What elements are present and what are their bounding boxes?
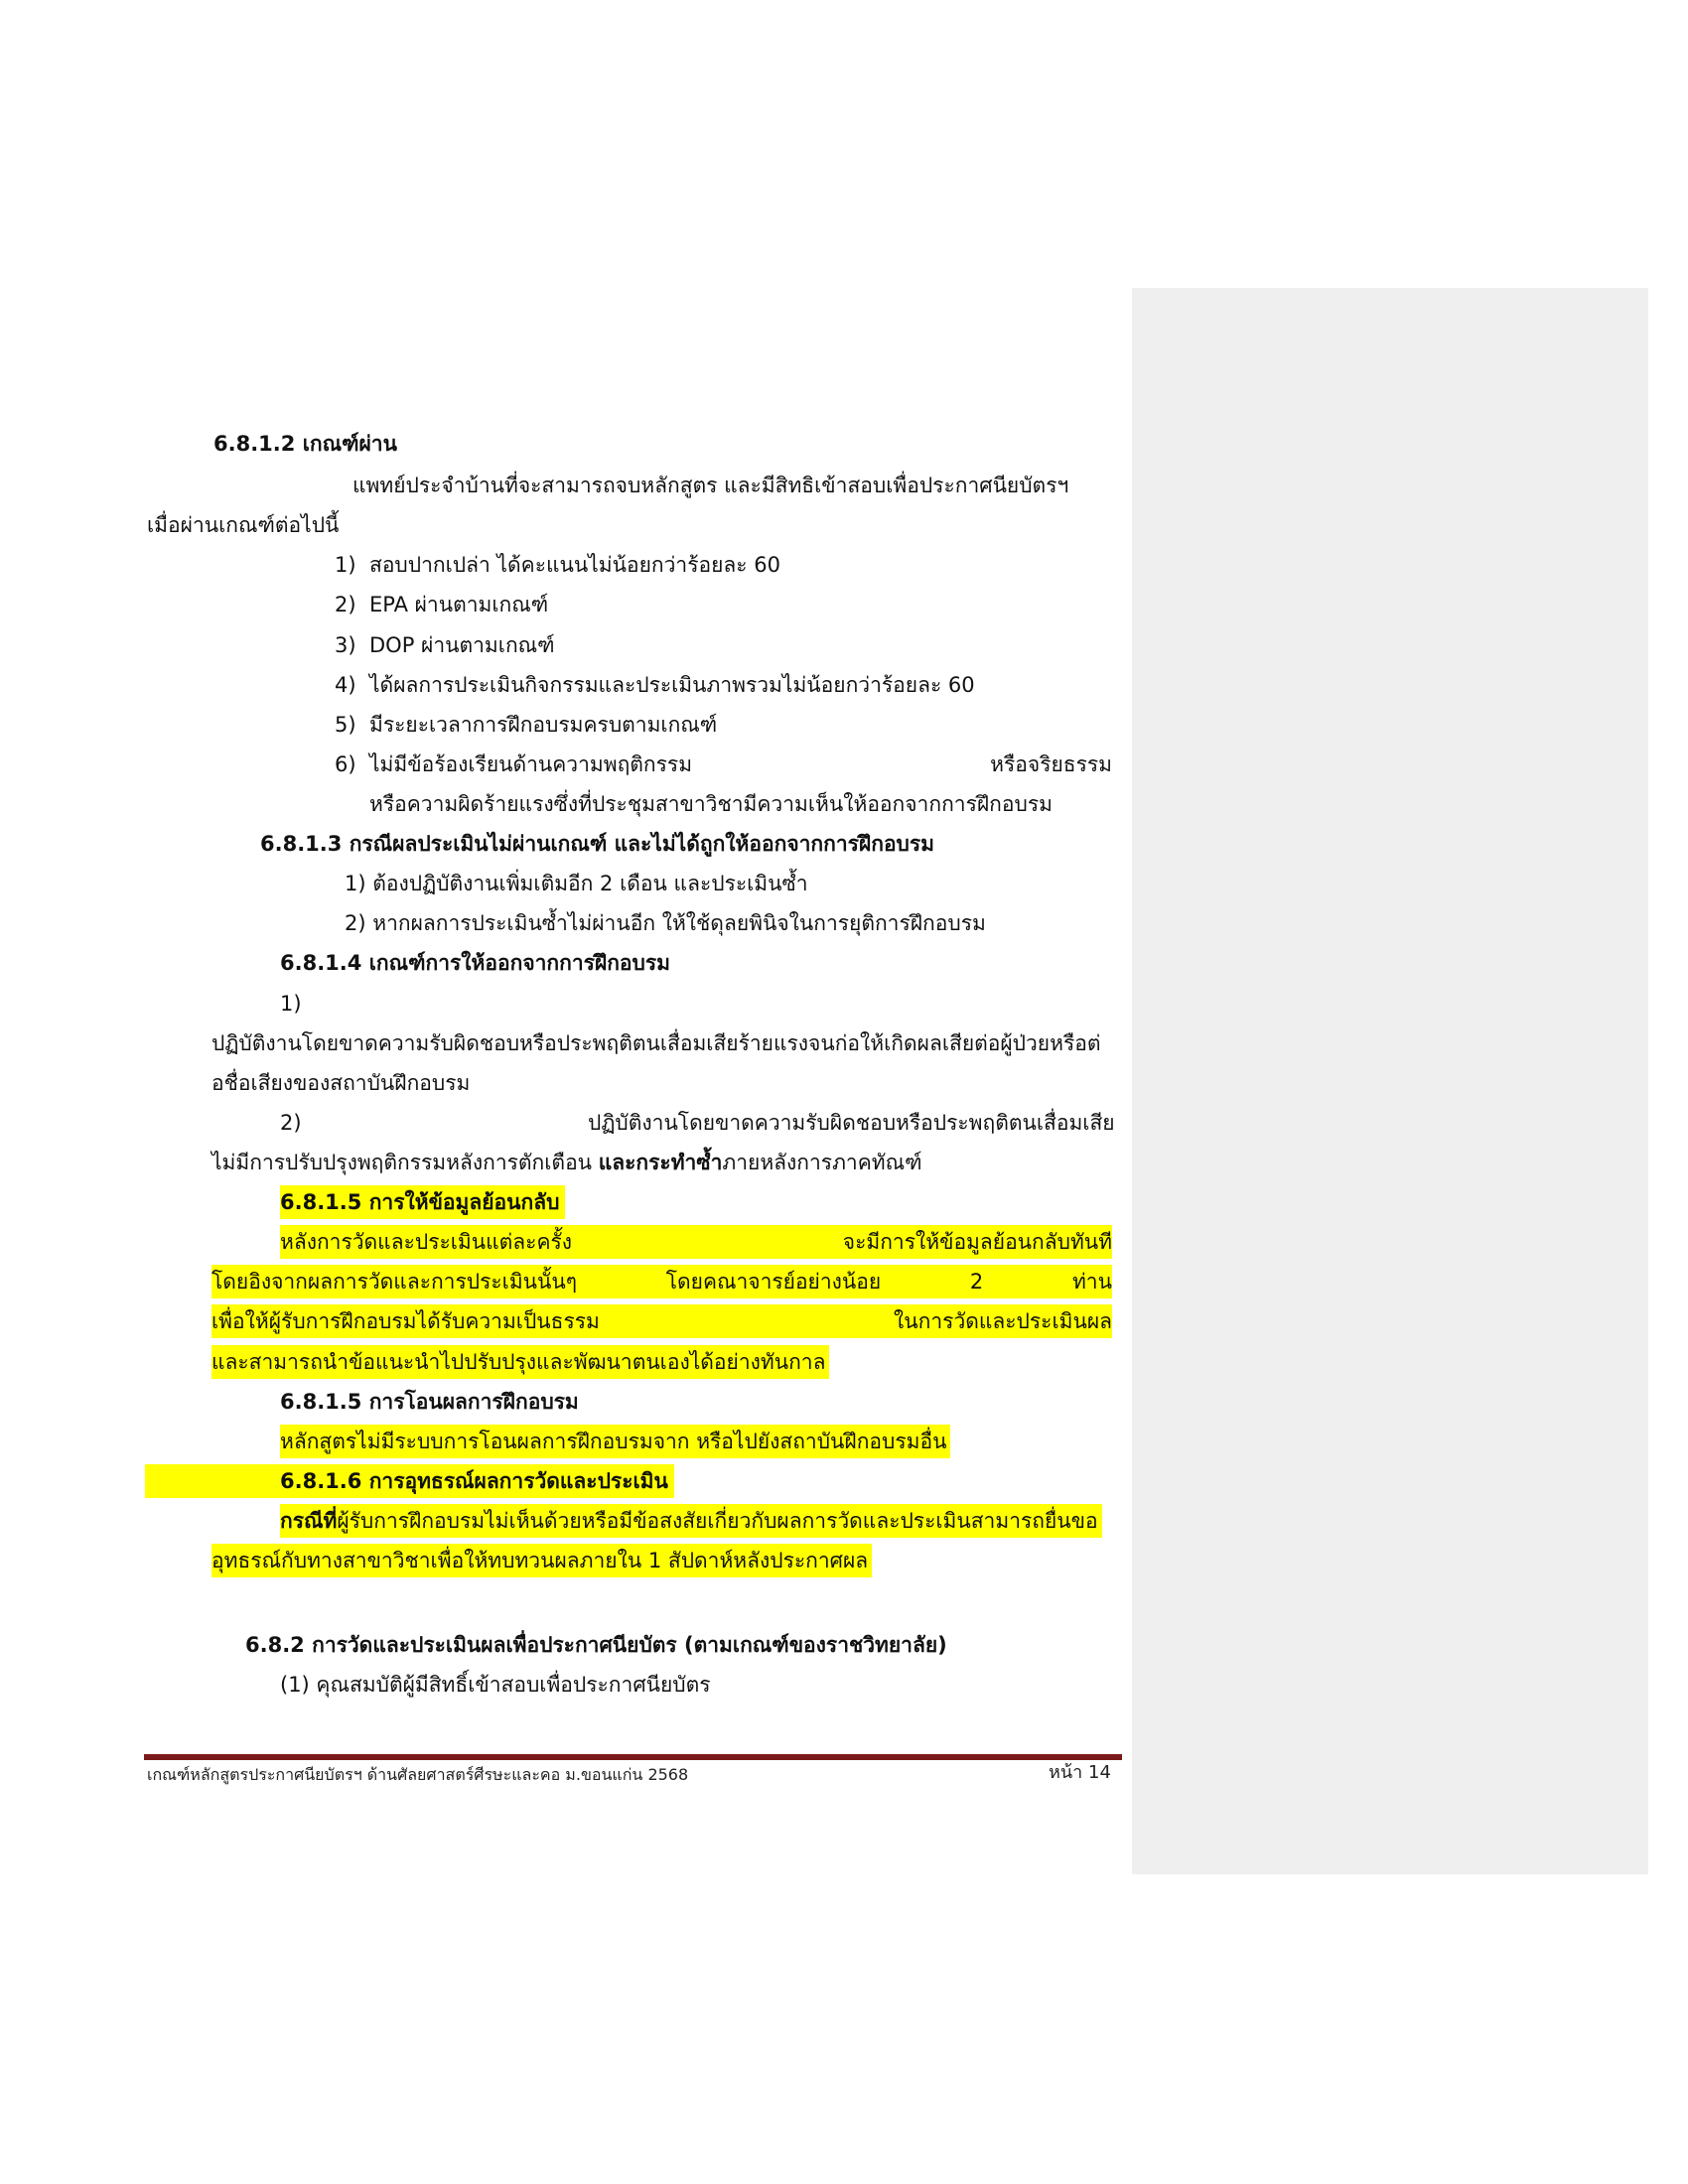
highlighted-line: [280, 1504, 1102, 1538]
list-item-number: 4): [335, 673, 356, 697]
text-run-bold: กรณีที่: [280, 1509, 338, 1533]
list-item: ได้ผลการประเมินกิจกรรมและประเมินภาพรวมไม่น้อยกว่าร้อยละ 60: [369, 673, 975, 697]
heading-6812: 6.8.1.2 เกณฑ์ผ่าน: [213, 432, 397, 456]
highlighted-line: อุทธรณ์กับทางสาขาวิชาเพื่อให้ทบทวนผลภายใน 1 สัปดาห์หลังประกาศผล: [211, 1544, 872, 1577]
footer-text: เกณฑ์หลักสูตรประกาศนียบัตรฯ ด้านศัลยศาสตร์ศีรษะและคอ ม.ขอนแก่น 2568: [147, 1765, 689, 1784]
heading-6815-transfer: 6.8.1.5 การโอนผลการฝึกอบรม: [280, 1390, 579, 1414]
text-run: ท่าน: [1071, 1270, 1112, 1294]
list-item-number: 1): [335, 553, 356, 577]
text-run: ผู้รับการฝึกอบรมไม่เห็นด้วยหรือมีข้อสงสัยเกี่ยวกับผลการวัดและประเมินสามารถยื่นขอ: [337, 1509, 1098, 1533]
highlighted-line: [211, 1304, 1112, 1338]
list-item: สอบปากเปล่า ได้คะแนนไม่น้อยกว่าร้อยละ 60: [369, 553, 780, 577]
heading-682: 6.8.2 การวัดและประเมินผลเพื่อประกาศนียบัตร (ตามเกณฑ์ของราชวิทยาลัย): [245, 1633, 947, 1657]
list-item-text: หรือจริยธรรม: [990, 752, 1112, 776]
text-run: ไม่มีการปรับปรุงพฤติกรรมหลังการตักเตือน: [211, 1151, 593, 1174]
paragraph-line: อชื่อเสียงของสถาบันฝึกอบรม: [211, 1071, 471, 1095]
heading-6814: 6.8.1.4 เกณฑ์การให้ออกจากการฝึกอบรม: [280, 951, 671, 975]
list-item: มีระยะเวลาการฝึกอบรมครบตามเกณฑ์: [369, 713, 718, 737]
page-number: หน้า 14: [1049, 1762, 1111, 1783]
list-item: EPA ผ่านตามเกณฑ์: [369, 593, 549, 616]
text-run: จะมีการให้ข้อมูลย้อนกลับทันที: [842, 1230, 1112, 1254]
list-item: DOP ผ่านตามเกณฑ์: [369, 633, 555, 657]
text-run: 2: [969, 1270, 984, 1294]
highlighted-line: และสามารถนำข้อแนะนำไปปรับปรุงและพัฒนาตนเองได้อย่างทันกาล: [211, 1345, 829, 1379]
list-item-number: 2): [280, 1111, 302, 1135]
heading-6815-feedback: 6.8.1.5 การให้ข้อมูลย้อนกลับ: [280, 1185, 565, 1219]
text-run: โดยอิงจากผลการวัดและการประเมินนั้นๆ: [211, 1270, 578, 1294]
list-item-number: 3): [335, 633, 356, 657]
list-item: [369, 748, 1112, 781]
list-item-number: 1): [280, 992, 302, 1016]
heading-6816: 6.8.1.6 การอุทธรณ์ผลการวัดและประเมิน: [145, 1464, 674, 1498]
list-item: 1) ต้องปฏิบัติงานเพิ่มเติมอีก 2 เดือน และประเมินซ้ำ: [345, 872, 808, 895]
highlighted-line: [211, 1265, 1112, 1298]
paragraph-line: เมื่อผ่านเกณฑ์ต่อไปนี้: [147, 513, 340, 537]
paragraph-line: ปฏิบัติงานโดยขาดความรับผิดชอบหรือประพฤติตนเสื่อมเสีย: [588, 1111, 1115, 1135]
text-run: ภายหลังการภาคทัณฑ์: [722, 1151, 922, 1174]
list-item-continuation: หรือความผิดร้ายแรงซึ่งที่ประชุมสาขาวิชามีความเห็นให้ออกจากการฝึกอบรม: [369, 792, 1053, 816]
text-run: ในการวัดและประเมินผล: [894, 1309, 1112, 1333]
comment-pane: [1132, 288, 1648, 1874]
text-run: หลังการวัดและประเมินแต่ละครั้ง: [280, 1230, 573, 1254]
highlighted-line: หลักสูตรไม่มีระบบการโอนผลการฝึกอบรมจาก หรือไปยังสถาบันฝึกอบรมอื่น: [280, 1425, 950, 1458]
text-run: โดยคณาจารย์อย่างน้อย: [665, 1270, 882, 1294]
paragraph-line: แพทย์ประจำบ้านที่จะสามารถจบหลักสูตร และมีสิทธิเข้าสอบเพื่อประกาศนียบัตรฯ: [352, 474, 1069, 497]
paragraph-line: ปฏิบัติงานโดยขาดความรับผิดชอบหรือประพฤติตนเสื่อมเสียร้ายแรงจนก่อให้เกิดผลเสียต่อผู้ป่วยหรือต่: [211, 1031, 1101, 1055]
heading-6813: 6.8.1.3 กรณีผลประเมินไม่ผ่านเกณฑ์ และไม่ได้ถูกให้ออกจากการฝึกอบรม: [260, 832, 935, 856]
list-item: (1) คุณสมบัติผู้มีสิทธิ์เข้าสอบเพื่อประกาศนียบัตร: [280, 1673, 711, 1697]
list-item-number: 6): [335, 752, 356, 776]
highlighted-line: [280, 1225, 1112, 1259]
paragraph-line: [211, 1146, 922, 1179]
text-run: เพื่อให้ผู้รับการฝึกอบรมได้รับความเป็นธรรม: [211, 1309, 600, 1333]
list-item: 2) หากผลการประเมินซ้ำไม่ผ่านอีก ให้ใช้ดุลยพินิจในการยุติการฝึกอบรม: [345, 911, 986, 935]
footer-rule: [144, 1754, 1122, 1760]
list-item-number: 2): [335, 593, 356, 616]
list-item-text: ไม่มีข้อร้องเรียนด้านความพฤติกรรม: [369, 752, 693, 776]
list-item-number: 5): [335, 713, 356, 737]
text-run-bold: และกระทำซ้ำ: [598, 1151, 723, 1174]
